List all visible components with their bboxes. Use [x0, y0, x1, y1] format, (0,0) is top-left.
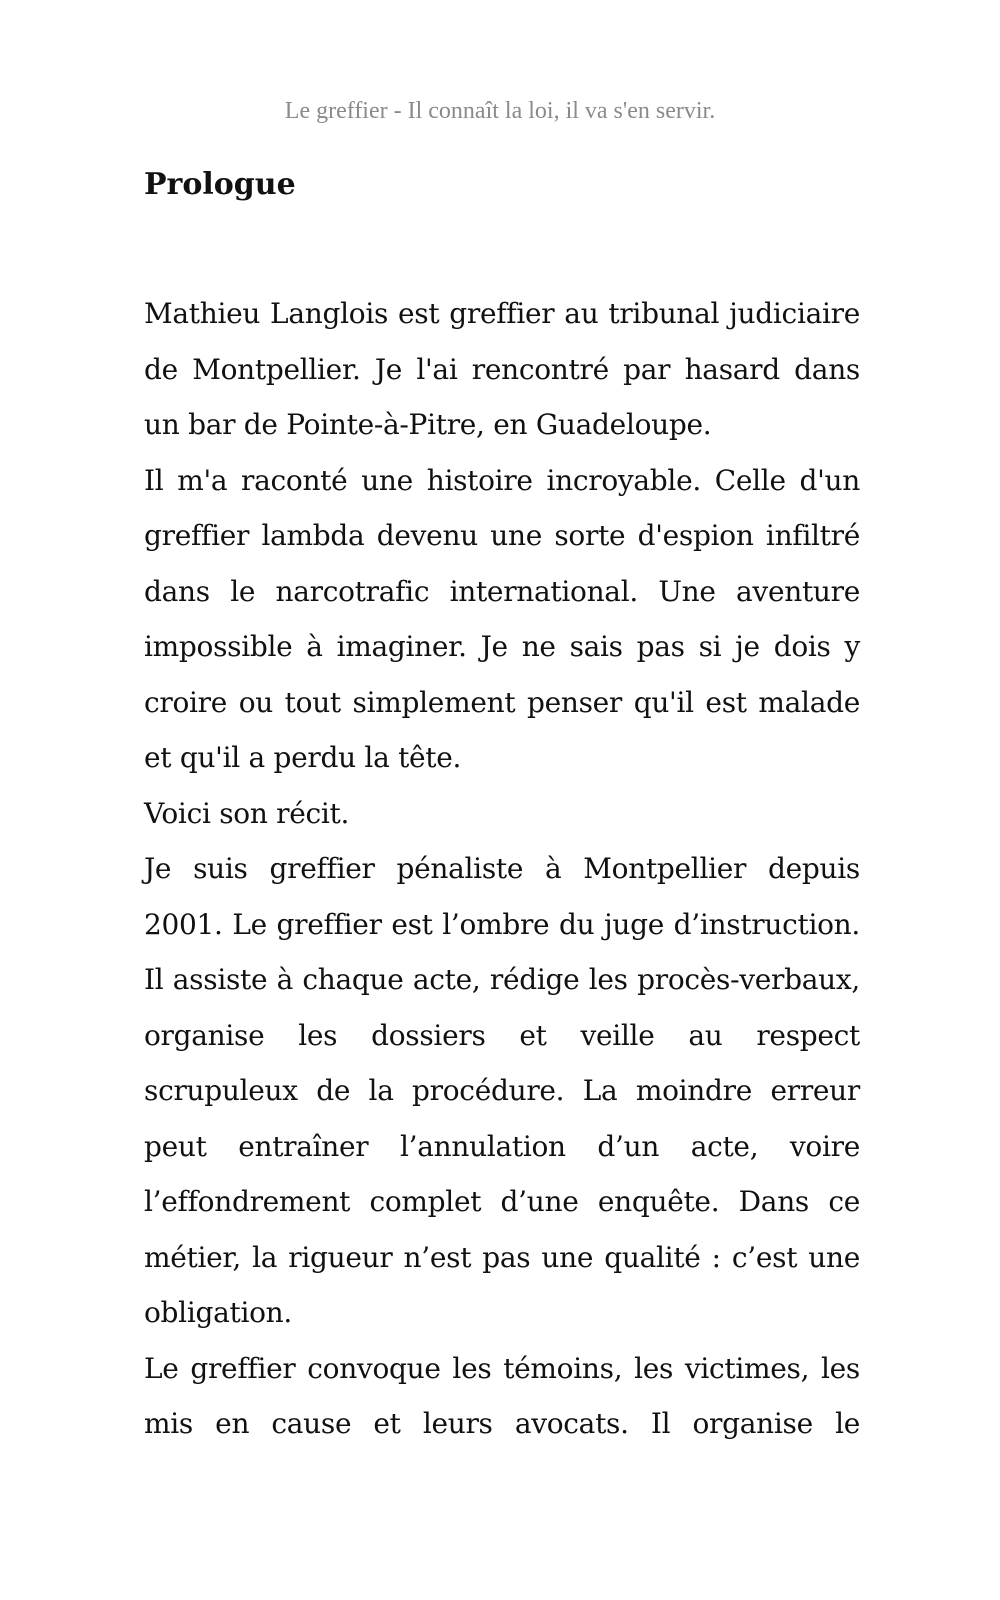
- chapter-title: Prologue: [144, 167, 296, 202]
- paragraph: Voici son récit.: [144, 796, 350, 830]
- paragraph: Mathieu Langlois est greffier au tribunal judiciaire de Montpellier. Je l'ai rencontré par hasard dans un bar de Pointe-à-Pitre, en Guadeloupe.: [144, 297, 860, 441]
- paragraph: Le greffier convoque les témoins, les victimes, les mis en cause et leurs avocats. Il organise le: [144, 1351, 860, 1440]
- paragraph: Je suis greffier pénaliste à Montpellier depuis 2001. Le greffier est l’ombre du juge d’instruction. Il assiste à chaque acte, rédige les procès-verbaux, organise les dossiers et veille au respect scrupuleux de la procédure. La moindre erreur peut entraîner l’annulation d’un acte, voire l’effondrement complet d’une enquête. Dans ce métier, la rigueur n’est pas une qualité : c’est une obligation.: [144, 852, 860, 1329]
- running-header: Le greffier - Il connaît la loi, il va s'en servir.: [284, 98, 716, 124]
- page-body: [144, 162, 860, 1452]
- paragraph: Il m'a raconté une histoire incroyable. Celle d'un greffier lambda devenu une sorte d'espion infiltré dans le narcotrafic international. Une aventure impossible à imaginer. Je ne sais pas si je dois y croire ou tout simplement penser qu'il est malade et qu'il a perdu la tête.: [144, 463, 860, 774]
